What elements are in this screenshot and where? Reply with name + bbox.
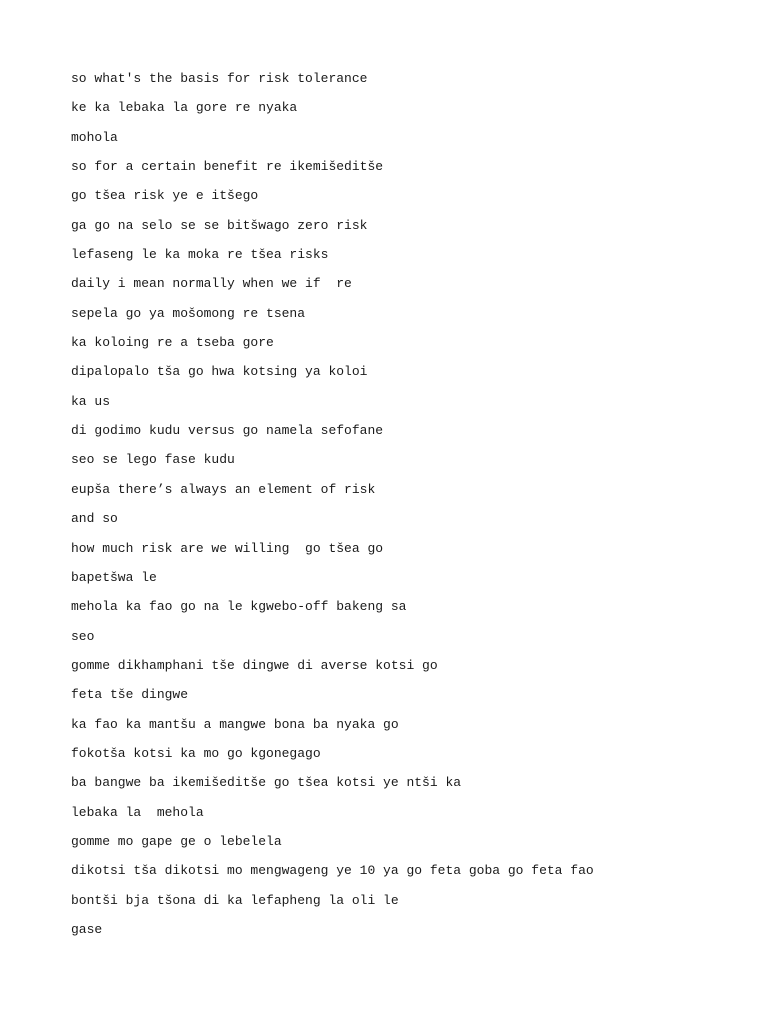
transcript-line: gomme dikhamphani tše dingwe di averse kotsi go [71,657,438,673]
transcript-line: ba bangwe ba ikemišeditše go tšea kotsi ye ntši ka [71,775,462,791]
transcript-line: so what's the basis for risk tolerance [71,71,368,86]
transcript-line: sepela go ya mošomong re tsena [71,305,306,321]
transcript-line: dipalopalo tša go hwa kotsing ya koloi [71,364,368,380]
transcript-line: seo [71,628,95,644]
transcript-line: and so [71,511,118,527]
transcript-line: mehola ka fao go na le kgwebo-off bakeng sa [71,599,407,615]
transcript-line: lebaka la mehola [71,804,204,820]
transcript-line: go tšea risk ye e itšego [71,188,259,204]
transcript-line: how much risk are we willing go tšea go [71,540,384,556]
transcript-line: ke ka lebaka la gore re nyaka [71,100,298,116]
transcript-line: lefaseng le ka moka re tšea risks [71,247,329,263]
transcript-line: ka koloing re a tseba gore [71,335,274,351]
transcript-line: seo se lego fase kudu [71,452,235,468]
transcript-line: gase [71,921,103,937]
transcript-line: so for a certain benefit re ikemišeditše [71,159,384,175]
transcript-line: gomme mo gape ge o lebelela [71,833,282,849]
transcript-line: eupša there’s always an element of risk [71,481,376,497]
transcript-line: daily i mean normally when we if re [71,276,352,292]
transcript-line: ka fao ka mantšu a mangwe bona ba nyaka go [71,716,399,732]
transcript-line: di godimo kudu versus go namela sefofane [71,423,384,439]
transcript-line: bapetšwa le [71,569,157,585]
transcript-line: dikotsi tša dikotsi mo mengwageng ye 10 ya go feta goba go feta fao [71,863,594,879]
transcript-line: bontši bja tšona di ka lefapheng la oli le [71,892,399,908]
transcript-line: mohola [71,129,118,145]
transcript-line: fokotša kotsi ka mo go kgonegago [71,745,321,761]
transcript-line: ga go na selo se se bitšwago zero risk [71,217,368,233]
transcript-line: feta tše dingwe [71,687,189,703]
transcript-lines [71,71,594,951]
transcript-line: ka us [71,393,111,409]
